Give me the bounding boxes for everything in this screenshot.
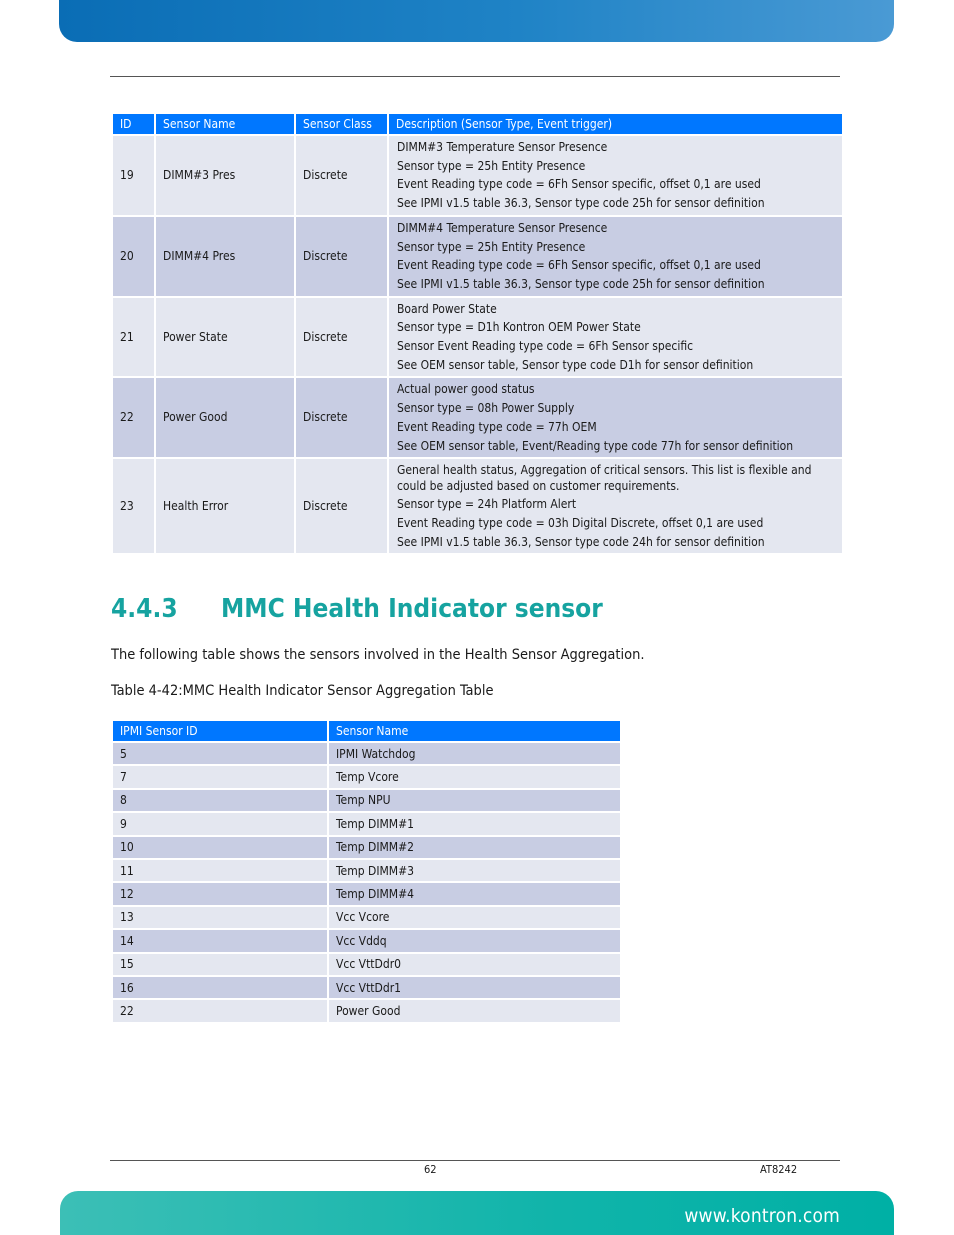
desc-line: Board Power State	[397, 301, 497, 316]
row-sensor-name: Temp DIMM#3	[329, 860, 620, 881]
row-sensor-class: Discrete	[296, 217, 387, 296]
page-number: 62	[424, 1163, 437, 1176]
desc-line: Sensor type = D1h Kontron OEM Power State	[397, 320, 641, 335]
row-sensor-name: Health Error	[156, 459, 294, 553]
row-sensor-name: Vcc Vddq	[329, 930, 620, 951]
desc-line: See IPMI v1.5 table 36.3, Sensor type code 24h for sensor definition	[397, 534, 765, 549]
table-row	[113, 766, 620, 787]
row-sensor-name: Power Good	[329, 1000, 620, 1021]
desc-line: DIMM#4 Temperature Sensor Presence	[397, 220, 608, 235]
desc-line: Event Reading type code = 03h Digital Discrete, offset 0,1 are used	[397, 515, 764, 530]
sensor-table	[111, 112, 844, 555]
table-row	[113, 1000, 620, 1021]
row-id: 11	[113, 860, 327, 881]
row-sensor-name: Temp Vcore	[329, 766, 620, 787]
document-id: AT8242	[760, 1163, 798, 1176]
header-sensor-name: Sensor Name	[329, 721, 620, 741]
table-row	[113, 977, 620, 998]
row-id: 14	[113, 930, 327, 951]
row-sensor-name: IPMI Watchdog	[329, 743, 620, 764]
row-description	[389, 136, 842, 215]
row-sensor-name: Power State	[156, 298, 294, 377]
row-description	[389, 298, 842, 377]
table-caption: Table 4-42:MMC Health Indicator Sensor Aggregation Table	[111, 683, 494, 699]
aggregation-table	[111, 719, 622, 1024]
row-id: 22	[113, 378, 154, 457]
row-id: 19	[113, 136, 154, 215]
row-id: 13	[113, 907, 327, 928]
table-row	[113, 743, 620, 764]
row-sensor-name: Vcc VttDdr0	[329, 954, 620, 975]
desc-line: Event Reading type code = 77h OEM	[397, 419, 597, 434]
row-id: 5	[113, 743, 327, 764]
row-id: 22	[113, 1000, 327, 1021]
section-number: 4.4.3	[111, 594, 178, 624]
aggregation-table-header	[113, 721, 620, 741]
row-sensor-class: Discrete	[296, 459, 387, 553]
table-row	[113, 954, 620, 975]
row-sensor-name: Vcc VttDdr1	[329, 977, 620, 998]
row-description	[389, 217, 842, 296]
header-banner	[59, 0, 894, 42]
desc-line: See OEM sensor table, Sensor type code D1h for sensor definition	[397, 357, 754, 372]
row-sensor-name: Temp DIMM#1	[329, 813, 620, 834]
row-id: 8	[113, 790, 327, 811]
row-id: 15	[113, 954, 327, 975]
table-row	[113, 883, 620, 904]
desc-line: See IPMI v1.5 table 36.3, Sensor type code 25h for sensor definition	[397, 196, 765, 211]
header-sensor-name: Sensor Name	[156, 114, 294, 134]
table-row	[113, 837, 620, 858]
row-id: 20	[113, 217, 154, 296]
footer-rule	[110, 1160, 840, 1161]
desc-line: General health status, Aggregation of critical sensors. This list is flexible and could be adjusted based on customer requirements.	[397, 463, 812, 494]
section-heading	[111, 594, 603, 624]
header-rule	[110, 76, 840, 77]
row-id: 10	[113, 837, 327, 858]
desc-line: See IPMI v1.5 table 36.3, Sensor type code 25h for sensor definition	[397, 276, 765, 291]
desc-line: Sensor type = 08h Power Supply	[397, 401, 575, 416]
table-row	[113, 217, 842, 296]
table-row	[113, 907, 620, 928]
table-row	[113, 860, 620, 881]
row-id: 23	[113, 459, 154, 553]
header-sensor-class: Sensor Class	[296, 114, 387, 134]
section-title: MMC Health Indicator sensor	[221, 594, 603, 624]
header-id: ID	[113, 114, 154, 134]
table-row	[113, 298, 842, 377]
website-link[interactable]: www.kontron.com	[684, 1205, 840, 1227]
footer-banner	[60, 1191, 894, 1235]
row-description	[389, 378, 842, 457]
desc-line: Sensor type = 25h Entity Presence	[397, 158, 586, 173]
desc-line: Event Reading type code = 6Fh Sensor specific, offset 0,1 are used	[397, 258, 761, 273]
table-row	[113, 930, 620, 951]
row-sensor-name: Power Good	[156, 378, 294, 457]
row-id: 12	[113, 883, 327, 904]
row-sensor-name: DIMM#3 Pres	[156, 136, 294, 215]
sensor-table-header	[113, 114, 842, 134]
row-sensor-class: Discrete	[296, 298, 387, 377]
row-sensor-class: Discrete	[296, 136, 387, 215]
row-id: 7	[113, 766, 327, 787]
row-sensor-name: Vcc Vcore	[329, 907, 620, 928]
header-description: Description (Sensor Type, Event trigger)	[389, 114, 842, 134]
desc-line: See OEM sensor table, Event/Reading type code 77h for sensor definition	[397, 438, 794, 453]
row-sensor-name: Temp NPU	[329, 790, 620, 811]
row-sensor-name: Temp DIMM#2	[329, 837, 620, 858]
row-id: 9	[113, 813, 327, 834]
table-row	[113, 459, 842, 553]
table-row	[113, 378, 842, 457]
desc-line: Actual power good status	[397, 382, 535, 397]
desc-line: Sensor type = 25h Entity Presence	[397, 239, 586, 254]
row-sensor-name: DIMM#4 Pres	[156, 217, 294, 296]
header-ipmi-sensor-id: IPMI Sensor ID	[113, 721, 327, 741]
row-id: 16	[113, 977, 327, 998]
table-row	[113, 813, 620, 834]
row-description	[389, 459, 842, 553]
row-sensor-name: Temp DIMM#4	[329, 883, 620, 904]
row-id: 21	[113, 298, 154, 377]
desc-line: Event Reading type code = 6Fh Sensor specific, offset 0,1 are used	[397, 177, 761, 192]
intro-paragraph: The following table shows the sensors involved in the Health Sensor Aggregation.	[111, 647, 645, 663]
desc-line: DIMM#3 Temperature Sensor Presence	[397, 140, 608, 154]
desc-line: Sensor type = 24h Platform Alert	[397, 497, 577, 512]
table-row	[113, 790, 620, 811]
table-row	[113, 136, 842, 215]
desc-line: Sensor Event Reading type code = 6Fh Sensor specific	[397, 339, 694, 354]
row-sensor-class: Discrete	[296, 378, 387, 457]
